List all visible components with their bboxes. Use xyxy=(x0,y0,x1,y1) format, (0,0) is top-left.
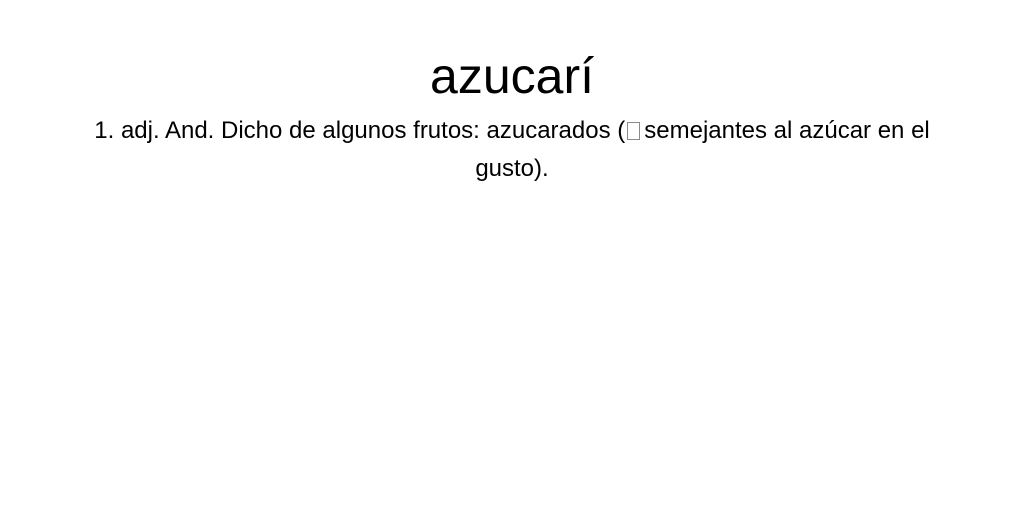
definition-sense-1 xyxy=(62,112,962,188)
definition-text-before: adj. And. Dicho de algunos frutos: azucarados ( xyxy=(120,117,626,144)
headword-title: azucarí xyxy=(430,48,594,104)
sense-number: 1. xyxy=(94,117,115,144)
definition-text-after: semejantes al azúcar en el gusto). xyxy=(475,117,930,182)
missing-glyph-icon xyxy=(627,122,640,140)
